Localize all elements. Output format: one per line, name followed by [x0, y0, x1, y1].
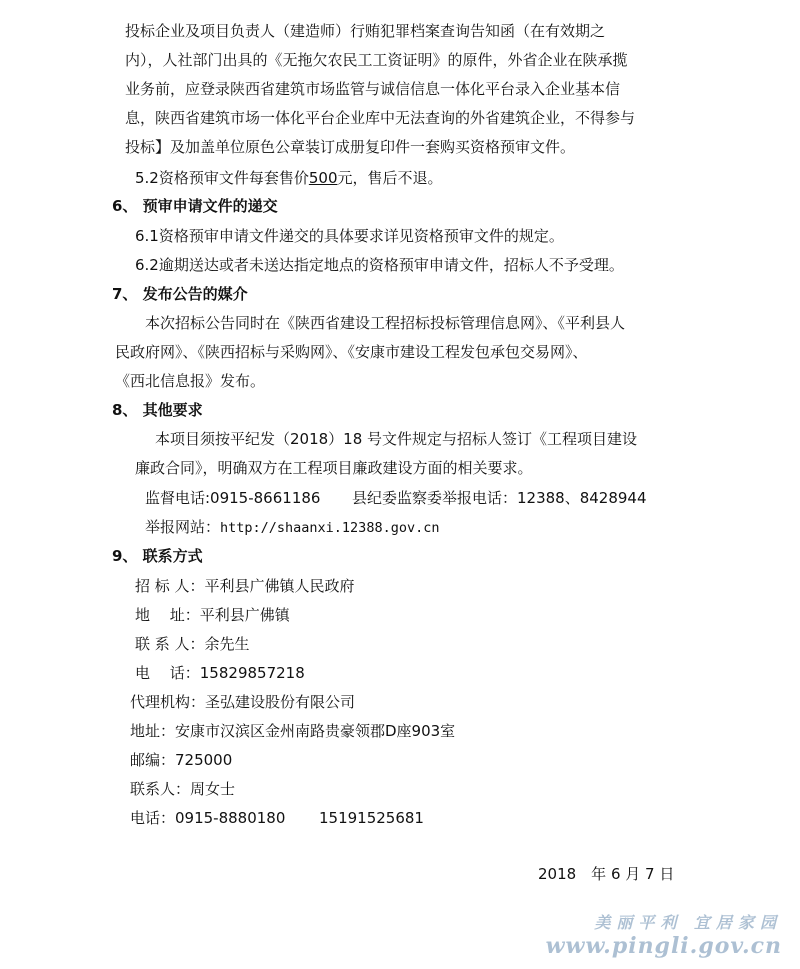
document-date: 2018 年 6 月 7 日 — [538, 865, 675, 883]
watermark-url: www.pingli.gov.cn — [545, 933, 782, 959]
price-line-prefix: 5.2资格预审文件每套售价 — [135, 169, 309, 187]
paragraph-line: 廉政合同》，明确双方在工程项目廉政建设方面的相关要求。 — [135, 459, 533, 477]
section-heading-6: 6、 预审申请文件的递交 — [112, 197, 278, 215]
price-value: 500 — [308, 169, 338, 187]
paragraph-line: 本次招标公告同时在《陕西省建设工程招标投标管理信息网》、《平利县人 — [145, 314, 626, 332]
contact-person: 联 系 人：余先生 — [135, 635, 250, 653]
paragraph-line: 本项目须按平纪发（2018）18 号文件规定与招标人签订《工程项目建设 — [155, 430, 638, 448]
contact-tenderer: 招 标 人：平利县广佛镇人民政府 — [135, 577, 355, 595]
report-phone: 县纪委监察委举报电话：12388、8428944 — [352, 489, 647, 507]
price-line — [135, 168, 443, 188]
paragraph-line: 民政府网》、《陕西招标与采购网》、《安康市建设工程发包承包交易网》、 — [115, 343, 588, 361]
section-heading-9: 9、 联系方式 — [112, 547, 203, 565]
paragraph-line: 投标企业及项目负责人（建造师）行贿犯罪档案查询告知函（在有效期之 — [125, 22, 606, 40]
paragraph-line: 6.1资格预审申请文件递交的具体要求详见资格预审文件的规定。 — [135, 227, 564, 245]
supervision-phone: 监督电话:0915-8661186 — [145, 489, 321, 507]
agency-address: 地址：安康市汉滨区金州南路贵豪领郡D座903室 — [130, 722, 456, 740]
contact-phone: 电 话：15829857218 — [135, 664, 305, 682]
paragraph-line: 业务前，应登录陕西省建筑市场监管与诚信信息一体化平台录入企业基本信 — [125, 80, 621, 98]
price-line-suffix: 元，售后不退。 — [337, 169, 443, 187]
section-heading-8: 8、 其他要求 — [112, 401, 203, 419]
agency-name: 代理机构：圣弘建设股份有限公司 — [130, 693, 356, 711]
agency-mobile: 15191525681 — [319, 809, 424, 827]
paragraph-line: 息，陕西省建筑市场一体化平台企业库中无法查询的外省建筑企业，不得参与 — [125, 109, 636, 127]
watermark-slogan: 美丽平利 宜居家园 — [594, 913, 782, 932]
paragraph-line: 《西北信息报》发布。 — [115, 372, 266, 390]
site-watermark — [546, 910, 782, 959]
contact-address: 地 址：平利县广佛镇 — [135, 606, 290, 624]
paragraph-line: 投标】及加盖单位原色公章装订成册复印件一套购买资格预审文件。 — [125, 138, 576, 156]
report-website-url[interactable]: http://shaanxi.12388.gov.cn — [220, 520, 440, 536]
report-website-line — [145, 517, 439, 538]
agency-postcode: 邮编：725000 — [130, 751, 233, 769]
paragraph-line: 内），人社部门出具的《无拖欠农民工工资证明》的原件，外省企业在陕承揽 — [125, 51, 628, 69]
report-website-label: 举报网站： — [145, 518, 221, 536]
paragraph-line: 6.2逾期送达或者未送达指定地点的资格预审申请文件，招标人不予受理。 — [135, 256, 624, 274]
section-heading-7: 7、 发布公告的媒介 — [112, 285, 248, 303]
agency-phone: 电话：0915-8880180 — [130, 809, 286, 827]
agency-contact-person: 联系人：周女士 — [130, 780, 236, 798]
